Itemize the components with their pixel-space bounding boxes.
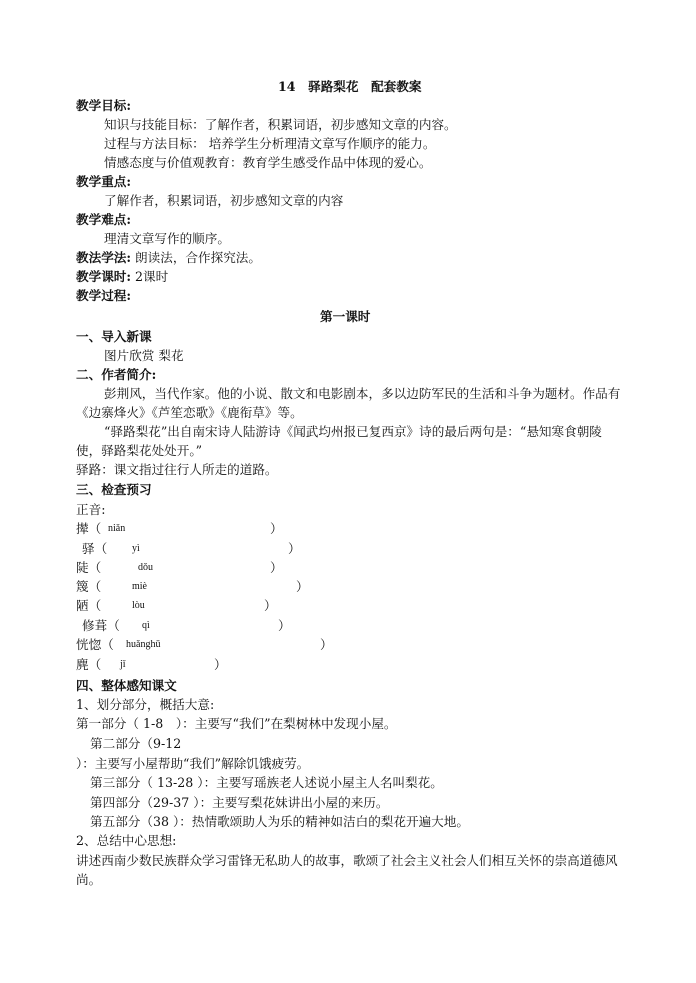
method-label: 教法学法:: [76, 250, 132, 265]
section-3-heading: 三、检查预习: [76, 482, 152, 497]
key-text: 了解作者，积累词语，初步感知文章的内容: [104, 193, 344, 208]
hours-text: 2课时: [135, 269, 169, 284]
part-2-line-1: 第二部分（9-12: [90, 736, 182, 751]
pinyin-value: lòu: [132, 600, 145, 611]
pinyin-item: [76, 560, 283, 576]
section-1-text: 图片欣赏 梨花: [104, 348, 184, 363]
pinyin-value: yì: [132, 543, 140, 554]
pinyin-close: ）: [264, 598, 277, 613]
difficulty-text: 理清文章写作的顺序。: [104, 231, 230, 246]
central-idea-line-1: 讲述西南少数民族群众学习雷锋无私助人的故事，歌颂了社会主义社会人们相互关怀的崇高道德风: [76, 853, 618, 868]
yilu-definition: 驿路：课文指过往行人所走的道路。: [76, 462, 278, 477]
goal-knowledge: 知识与技能目标：了解作者，积累词语，初步感知文章的内容。: [104, 117, 457, 132]
pinyin-close: ）: [270, 560, 283, 575]
goal-process: 过程与方法目标： 培养学生分析理清文章写作顺序的能力。: [104, 136, 436, 151]
goals-heading: 教学目标:: [76, 98, 132, 113]
hours-row: [76, 269, 168, 285]
part-3: 第三部分（ 13-28 ）：主要写瑶族老人述说小屋主人名叫梨花。: [90, 775, 443, 790]
pinyin-close: ）: [214, 657, 227, 672]
pinyin-close: ）: [278, 618, 291, 633]
pinyin-word: 麂（: [76, 657, 102, 672]
hours-label: 教学课时:: [76, 269, 132, 284]
pinyin-value: huǎnghū: [126, 639, 161, 650]
section-2-heading: 二、作者简介:: [76, 367, 157, 382]
document-title: 14 驿路梨花 配套教案: [278, 79, 422, 94]
pinyin-close: ）: [288, 541, 301, 556]
key-heading: 教学重点:: [76, 174, 132, 189]
pinyin-value: dǒu: [138, 562, 153, 573]
part-2-line-2: ）：主要写小屋帮助“我们”解除饥饿疲劳。: [76, 756, 310, 771]
section-1-heading: 一、导入新课: [76, 329, 152, 344]
author-paragraph-line-1: 彭荆风，当代作家。他的小说、散文和电影剧本，多以边防军民的生活和斗争为题材。作品有: [104, 386, 621, 401]
lesson-title: 第一课时: [320, 309, 371, 324]
pinyin-value: jǐ: [120, 659, 126, 670]
pinyin-word: 修葺（: [82, 618, 120, 633]
author-paragraph-line-2: 《边寨烽火》《芦笙恋歌》《鹿衔草》等。: [76, 405, 303, 420]
pinyin-item: [76, 598, 277, 614]
divide-parts-label: 1、划分部分，概括大意:: [76, 697, 215, 712]
pinyin-item: [76, 657, 227, 673]
goal-emotion: 情感态度与价值观教育：教育学生感受作品中体现的爱心。: [104, 155, 432, 170]
source-paragraph-line-1: “驿路梨花”出自南宋诗人陆游诗《闻武均州报已复西京》诗的最后两句是：“悬知寒食朝陵: [104, 424, 602, 439]
pinyin-word: 撵（: [76, 521, 102, 536]
method-text: 朗读法，合作探究法。: [135, 250, 261, 265]
pinyin-word: 驿（: [82, 541, 108, 556]
pinyin-word: 陡（: [76, 560, 102, 575]
pinyin-word: 篾（: [76, 579, 102, 594]
pinyin-item: [82, 541, 301, 557]
central-idea-line-2: 尚。: [76, 872, 102, 887]
pinyin-value: qì: [142, 620, 150, 631]
section-4-heading: 四、整体感知课文: [76, 678, 177, 693]
method-row: [76, 250, 261, 266]
pinyin-word: 恍惚（: [76, 637, 114, 652]
source-paragraph-line-2: 使，驿路梨花处处开。”: [76, 443, 203, 458]
pinyin-item: [76, 637, 333, 653]
pinyin-close: ）: [296, 579, 309, 594]
pinyin-item: [82, 618, 291, 634]
pinyin-value: miè: [132, 581, 147, 592]
part-5: 第五部分（38 ）：热情歌颂助人为乐的精神如洁白的梨花开遍大地。: [90, 814, 469, 829]
part-1: 第一部分（ 1-8 ）：主要写“我们”在梨树林中发现小屋。: [76, 716, 397, 731]
pinyin-close: ）: [320, 637, 333, 652]
process-heading: 教学过程:: [76, 288, 132, 303]
pinyin-item: [76, 579, 309, 595]
part-4: 第四部分（29-37 ）：主要写梨花妹讲出小屋的来历。: [90, 795, 389, 810]
zhengyin-label: 正音:: [76, 502, 106, 517]
difficulty-heading: 教学难点:: [76, 212, 132, 227]
pinyin-value: niǎn: [108, 523, 126, 534]
central-idea-label: 2、总结中心思想:: [76, 833, 177, 848]
pinyin-word: 陋（: [76, 598, 102, 613]
pinyin-close: ）: [270, 521, 283, 536]
pinyin-item: [76, 521, 283, 537]
